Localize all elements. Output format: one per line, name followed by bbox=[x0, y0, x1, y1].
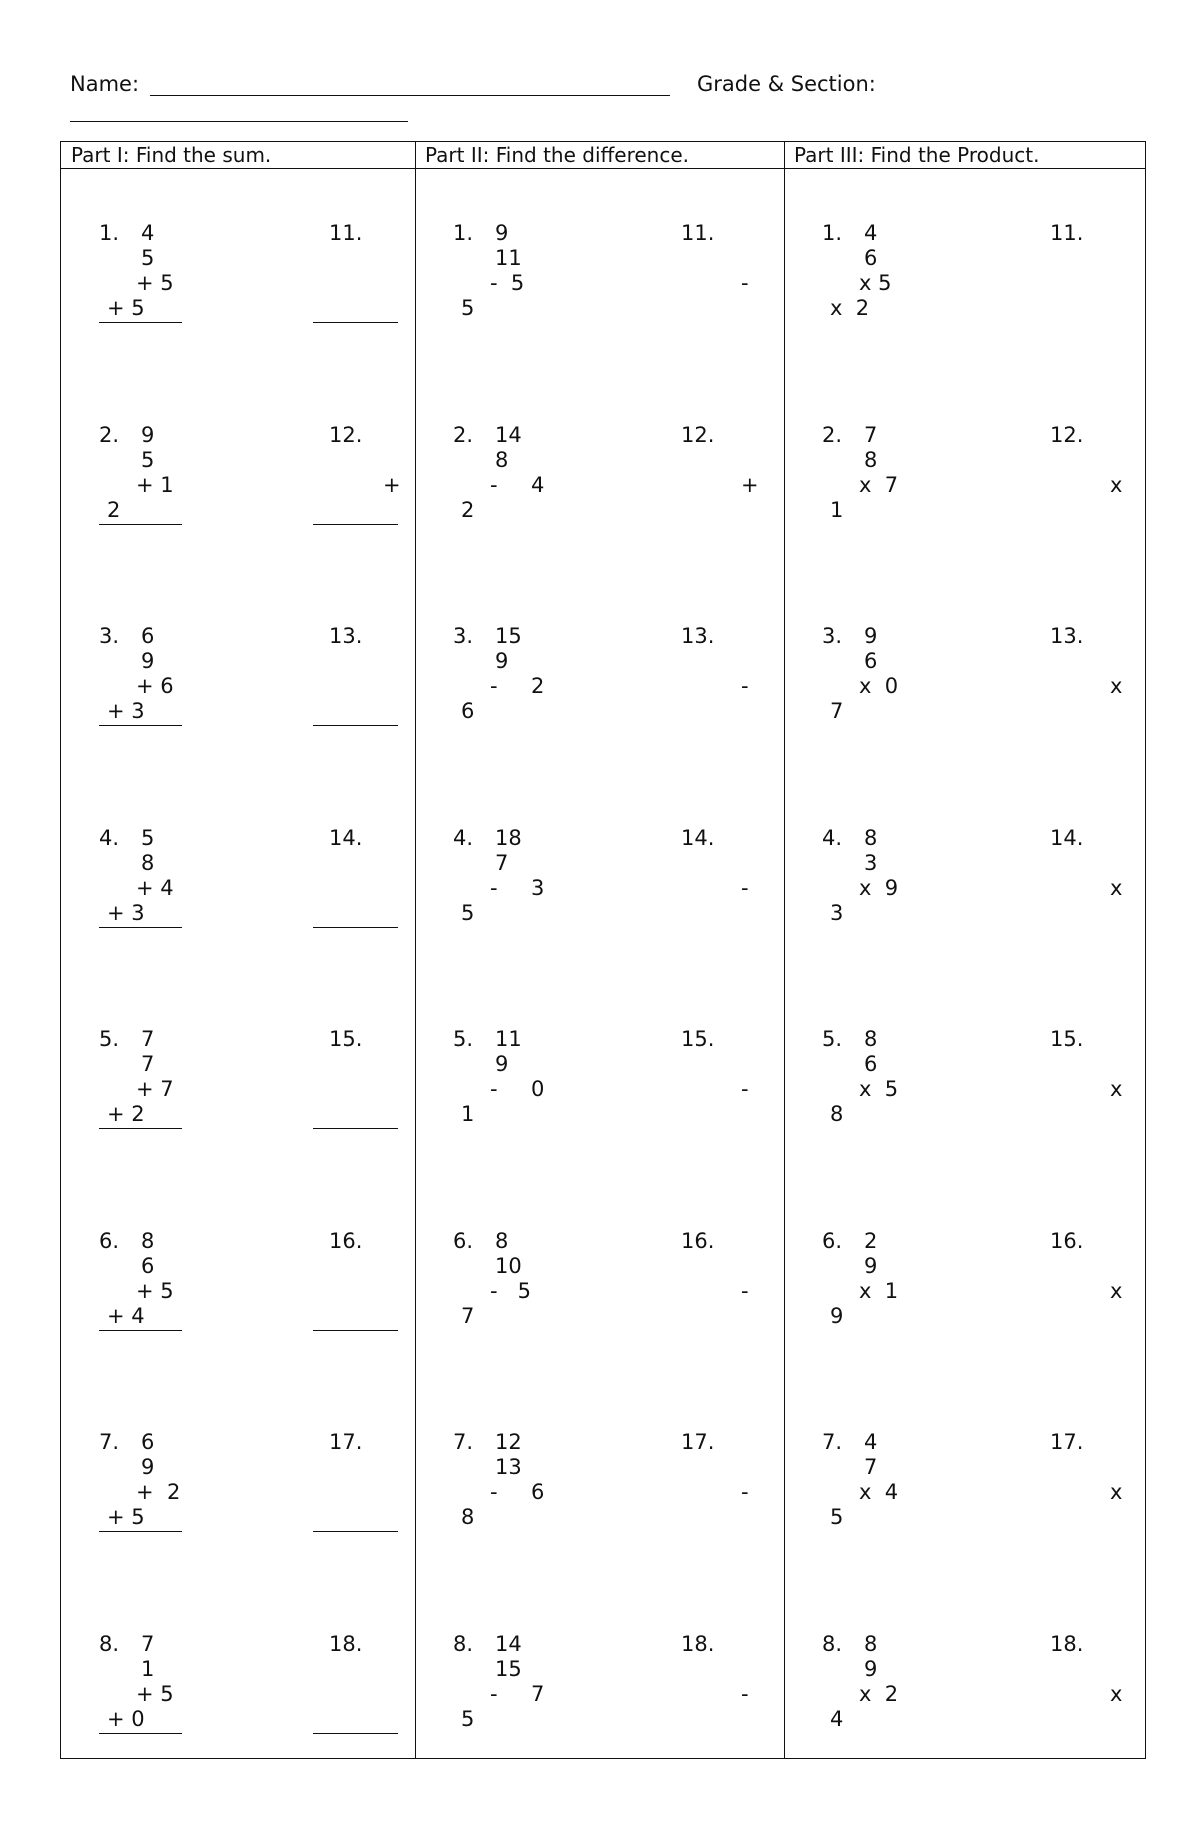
problem-number: 2. bbox=[99, 422, 120, 447]
problem-operand: 9 bbox=[830, 1303, 844, 1328]
problem-operand: 6 bbox=[461, 699, 475, 723]
problem-operand: 3 bbox=[864, 850, 878, 875]
problem-operand: 6 bbox=[141, 1430, 155, 1454]
problem-operand: 11 bbox=[495, 246, 522, 270]
problem-operand: - 5 bbox=[490, 1278, 531, 1303]
answer-line[interactable] bbox=[99, 1330, 182, 1331]
problem-sign: - bbox=[741, 875, 749, 900]
problem-sign: x bbox=[1110, 1681, 1123, 1706]
problem-number: 8. bbox=[822, 1631, 843, 1656]
problem-operand: - 4 bbox=[490, 472, 545, 497]
problem-operand: + 1 bbox=[136, 472, 174, 497]
problem-number: 13. bbox=[681, 624, 715, 648]
problem-sign: + bbox=[741, 472, 759, 497]
problem-sign: x bbox=[1110, 875, 1123, 900]
problem-operand: 4 bbox=[864, 221, 878, 245]
problem-number: 17. bbox=[681, 1430, 715, 1454]
problem-operand: 1 bbox=[141, 1656, 155, 1681]
answer-line[interactable] bbox=[313, 1128, 398, 1129]
problem-operand: 13 bbox=[495, 1455, 522, 1479]
problem-number: 17. bbox=[329, 1430, 363, 1454]
problem-operand: 7 bbox=[864, 422, 878, 447]
problem-sign: x bbox=[1110, 1480, 1123, 1504]
problem-number: 15. bbox=[1050, 1027, 1084, 1051]
problem-operand: 4 bbox=[830, 1706, 844, 1731]
problem-number: 16. bbox=[681, 1228, 715, 1253]
name-field[interactable] bbox=[150, 95, 670, 96]
problem-operand: x 4 bbox=[859, 1480, 899, 1504]
problem-operand: 7 bbox=[141, 1052, 155, 1076]
problem-number: 5. bbox=[453, 1027, 474, 1051]
problem-number: 12. bbox=[681, 422, 715, 447]
problem-operand: 14 bbox=[495, 422, 522, 447]
problem-operand: + 5 bbox=[107, 296, 145, 320]
problem-operand: 6 bbox=[141, 624, 155, 648]
problem-operand: 7 bbox=[141, 1027, 155, 1051]
problem-number: 11. bbox=[329, 221, 363, 245]
problem-operand: 8 bbox=[864, 1631, 878, 1656]
problem-number: 15. bbox=[329, 1027, 363, 1051]
header-rule bbox=[61, 168, 1145, 169]
problem-operand: + 2 bbox=[136, 1480, 181, 1504]
problem-sign: x bbox=[1110, 1278, 1123, 1303]
problem-operand: 6 bbox=[864, 1052, 878, 1076]
problem-number: 2. bbox=[453, 422, 474, 447]
problem-operand: + 3 bbox=[107, 699, 145, 723]
problem-operand: 8 bbox=[141, 1228, 155, 1253]
answer-line[interactable] bbox=[99, 524, 182, 525]
problem-operand: 8 bbox=[864, 447, 878, 472]
problem-operand: 4 bbox=[141, 221, 155, 245]
problem-operand: 9 bbox=[864, 1253, 878, 1278]
problem-operand: + 0 bbox=[107, 1706, 145, 1731]
problem-operand: 9 bbox=[864, 1656, 878, 1681]
problem-operand: + 5 bbox=[107, 1505, 145, 1529]
problem-number: 18. bbox=[329, 1631, 363, 1656]
problem-operand: 2 bbox=[864, 1228, 878, 1253]
problem-operand: 12 bbox=[495, 1430, 522, 1454]
problem-sign: x bbox=[1110, 674, 1123, 698]
problem-operand: - 3 bbox=[490, 875, 545, 900]
problem-operand: x 9 bbox=[859, 875, 899, 900]
problem-number: 6. bbox=[99, 1228, 120, 1253]
problem-operand: x 2 bbox=[830, 296, 870, 320]
problem-operand: 2 bbox=[461, 497, 475, 522]
problem-operand: 8 bbox=[830, 1102, 844, 1126]
problem-operand: 6 bbox=[864, 649, 878, 673]
problem-number: 11. bbox=[1050, 221, 1084, 245]
problem-number: 17. bbox=[1050, 1430, 1084, 1454]
problem-operand: 5 bbox=[461, 900, 475, 925]
problem-operand: 8 bbox=[864, 825, 878, 850]
part-1-title: Part I: Find the sum. bbox=[71, 143, 272, 167]
problem-number: 4. bbox=[822, 825, 843, 850]
problem-number: 13. bbox=[329, 624, 363, 648]
grade-section-label: Grade & Section: bbox=[697, 72, 876, 96]
answer-line[interactable] bbox=[313, 322, 398, 323]
problem-operand: 9 bbox=[495, 221, 509, 245]
problem-operand: + 4 bbox=[136, 875, 174, 900]
problem-number: 18. bbox=[1050, 1631, 1084, 1656]
problem-number: 16. bbox=[329, 1228, 363, 1253]
part-2-title: Part II: Find the difference. bbox=[425, 143, 690, 167]
problem-operand: 15 bbox=[495, 1656, 522, 1681]
problem-operand: + 2 bbox=[107, 1102, 145, 1126]
answer-line[interactable] bbox=[313, 524, 398, 525]
problem-number: 5. bbox=[822, 1027, 843, 1051]
answer-line[interactable] bbox=[313, 1531, 398, 1532]
problem-operand: 1 bbox=[461, 1102, 475, 1126]
problem-number: 3. bbox=[822, 624, 843, 648]
problem-number: 18. bbox=[681, 1631, 715, 1656]
problem-sign: - bbox=[741, 1278, 749, 1303]
problem-operand: 14 bbox=[495, 1631, 522, 1656]
part-3-title: Part III: Find the Product. bbox=[794, 143, 1040, 167]
problem-operand: 5 bbox=[141, 246, 155, 270]
problem-operand: 9 bbox=[864, 624, 878, 648]
problem-operand: + 4 bbox=[107, 1303, 145, 1328]
problem-number: 6. bbox=[453, 1228, 474, 1253]
problem-number: 14. bbox=[681, 825, 715, 850]
problem-operand: 9 bbox=[495, 649, 509, 673]
answer-line[interactable] bbox=[99, 322, 182, 323]
problem-operand: 5 bbox=[141, 825, 155, 850]
problem-number: 4. bbox=[99, 825, 120, 850]
problem-operand: - 5 bbox=[490, 271, 525, 295]
problem-number: 7. bbox=[453, 1430, 474, 1454]
header bbox=[0, 0, 1200, 130]
problem-operand: 15 bbox=[495, 624, 522, 648]
problem-operand: 6 bbox=[864, 246, 878, 270]
problem-number: 11. bbox=[681, 221, 715, 245]
problem-operand: + 3 bbox=[107, 900, 145, 925]
problem-operand: x 7 bbox=[859, 472, 899, 497]
problem-operand: + 5 bbox=[136, 1278, 174, 1303]
problem-operand: 11 bbox=[495, 1027, 522, 1051]
problem-operand: - 2 bbox=[490, 674, 545, 698]
answer-line[interactable] bbox=[313, 927, 398, 928]
problem-sign: + bbox=[383, 472, 401, 497]
problem-operand: 5 bbox=[141, 447, 155, 472]
problem-operand: 10 bbox=[495, 1253, 522, 1278]
column-divider bbox=[784, 142, 785, 1758]
problem-operand: - 0 bbox=[490, 1077, 545, 1101]
answer-line[interactable] bbox=[99, 927, 182, 928]
problem-operand: 8 bbox=[495, 447, 509, 472]
problem-operand: 5 bbox=[830, 1505, 844, 1529]
problem-operand: - 6 bbox=[490, 1480, 545, 1504]
problem-sign: x bbox=[1110, 472, 1123, 497]
problem-sign: - bbox=[741, 1681, 749, 1706]
problem-operand: 6 bbox=[141, 1253, 155, 1278]
problem-operand: 9 bbox=[141, 649, 155, 673]
problem-operand: 4 bbox=[864, 1430, 878, 1454]
problem-operand: x 0 bbox=[859, 674, 899, 698]
answer-line[interactable] bbox=[313, 1330, 398, 1331]
problem-operand: 8 bbox=[864, 1027, 878, 1051]
problem-operand: 8 bbox=[495, 1228, 509, 1253]
problem-operand: 9 bbox=[141, 422, 155, 447]
problem-operand: x 1 bbox=[859, 1278, 899, 1303]
problem-sign: - bbox=[741, 1077, 749, 1101]
worksheet-table bbox=[60, 141, 1146, 1759]
problem-operand: 7 bbox=[830, 699, 844, 723]
problem-operand: + 7 bbox=[136, 1077, 174, 1101]
problem-sign: - bbox=[741, 271, 749, 295]
problem-number: 1. bbox=[99, 221, 120, 245]
problem-operand: 7 bbox=[864, 1455, 878, 1479]
problem-number: 3. bbox=[99, 624, 120, 648]
problem-number: 1. bbox=[453, 221, 474, 245]
problem-number: 12. bbox=[1050, 422, 1084, 447]
problem-operand: x 2 bbox=[859, 1681, 899, 1706]
problem-operand: 5 bbox=[461, 1706, 475, 1731]
problem-number: 3. bbox=[453, 624, 474, 648]
problem-number: 2. bbox=[822, 422, 843, 447]
column-divider bbox=[415, 142, 416, 1758]
problem-operand: 2 bbox=[107, 497, 121, 522]
problem-number: 6. bbox=[822, 1228, 843, 1253]
problem-operand: 7 bbox=[141, 1631, 155, 1656]
problem-number: 8. bbox=[99, 1631, 120, 1656]
problem-operand: 8 bbox=[141, 850, 155, 875]
answer-line[interactable] bbox=[99, 1733, 182, 1734]
problem-sign: x bbox=[1110, 1077, 1123, 1101]
problem-operand: 7 bbox=[461, 1303, 475, 1328]
problem-operand: 7 bbox=[495, 850, 509, 875]
problem-operand: 3 bbox=[830, 900, 844, 925]
problem-operand: 9 bbox=[495, 1052, 509, 1076]
problem-operand: x 5 bbox=[859, 271, 892, 295]
problem-operand: + 6 bbox=[136, 674, 174, 698]
problem-operand: - 7 bbox=[490, 1681, 545, 1706]
problem-operand: + 5 bbox=[136, 1681, 174, 1706]
problem-number: 4. bbox=[453, 825, 474, 850]
problem-number: 14. bbox=[329, 825, 363, 850]
problem-number: 7. bbox=[822, 1430, 843, 1454]
problem-number: 7. bbox=[99, 1430, 120, 1454]
problem-operand: 9 bbox=[141, 1455, 155, 1479]
problem-operand: x 5 bbox=[859, 1077, 899, 1101]
problem-number: 8. bbox=[453, 1631, 474, 1656]
problem-operand: 5 bbox=[461, 296, 475, 320]
problem-operand: 18 bbox=[495, 825, 522, 850]
problem-sign: - bbox=[741, 1480, 749, 1504]
problem-operand: 1 bbox=[830, 497, 844, 522]
problem-number: 16. bbox=[1050, 1228, 1084, 1253]
problem-operand: + 5 bbox=[136, 271, 174, 295]
answer-line[interactable] bbox=[99, 725, 182, 726]
answer-line[interactable] bbox=[99, 1531, 182, 1532]
answer-line[interactable] bbox=[313, 1733, 398, 1734]
grade-section-field[interactable] bbox=[70, 121, 408, 122]
problem-number: 5. bbox=[99, 1027, 120, 1051]
problem-number: 1. bbox=[822, 221, 843, 245]
answer-line[interactable] bbox=[313, 725, 398, 726]
problem-number: 12. bbox=[329, 422, 363, 447]
answer-line[interactable] bbox=[99, 1128, 182, 1129]
problem-number: 15. bbox=[681, 1027, 715, 1051]
problem-operand: 8 bbox=[461, 1505, 475, 1529]
problem-number: 14. bbox=[1050, 825, 1084, 850]
problem-sign: - bbox=[741, 674, 749, 698]
name-label: Name: bbox=[70, 72, 140, 96]
problem-number: 13. bbox=[1050, 624, 1084, 648]
